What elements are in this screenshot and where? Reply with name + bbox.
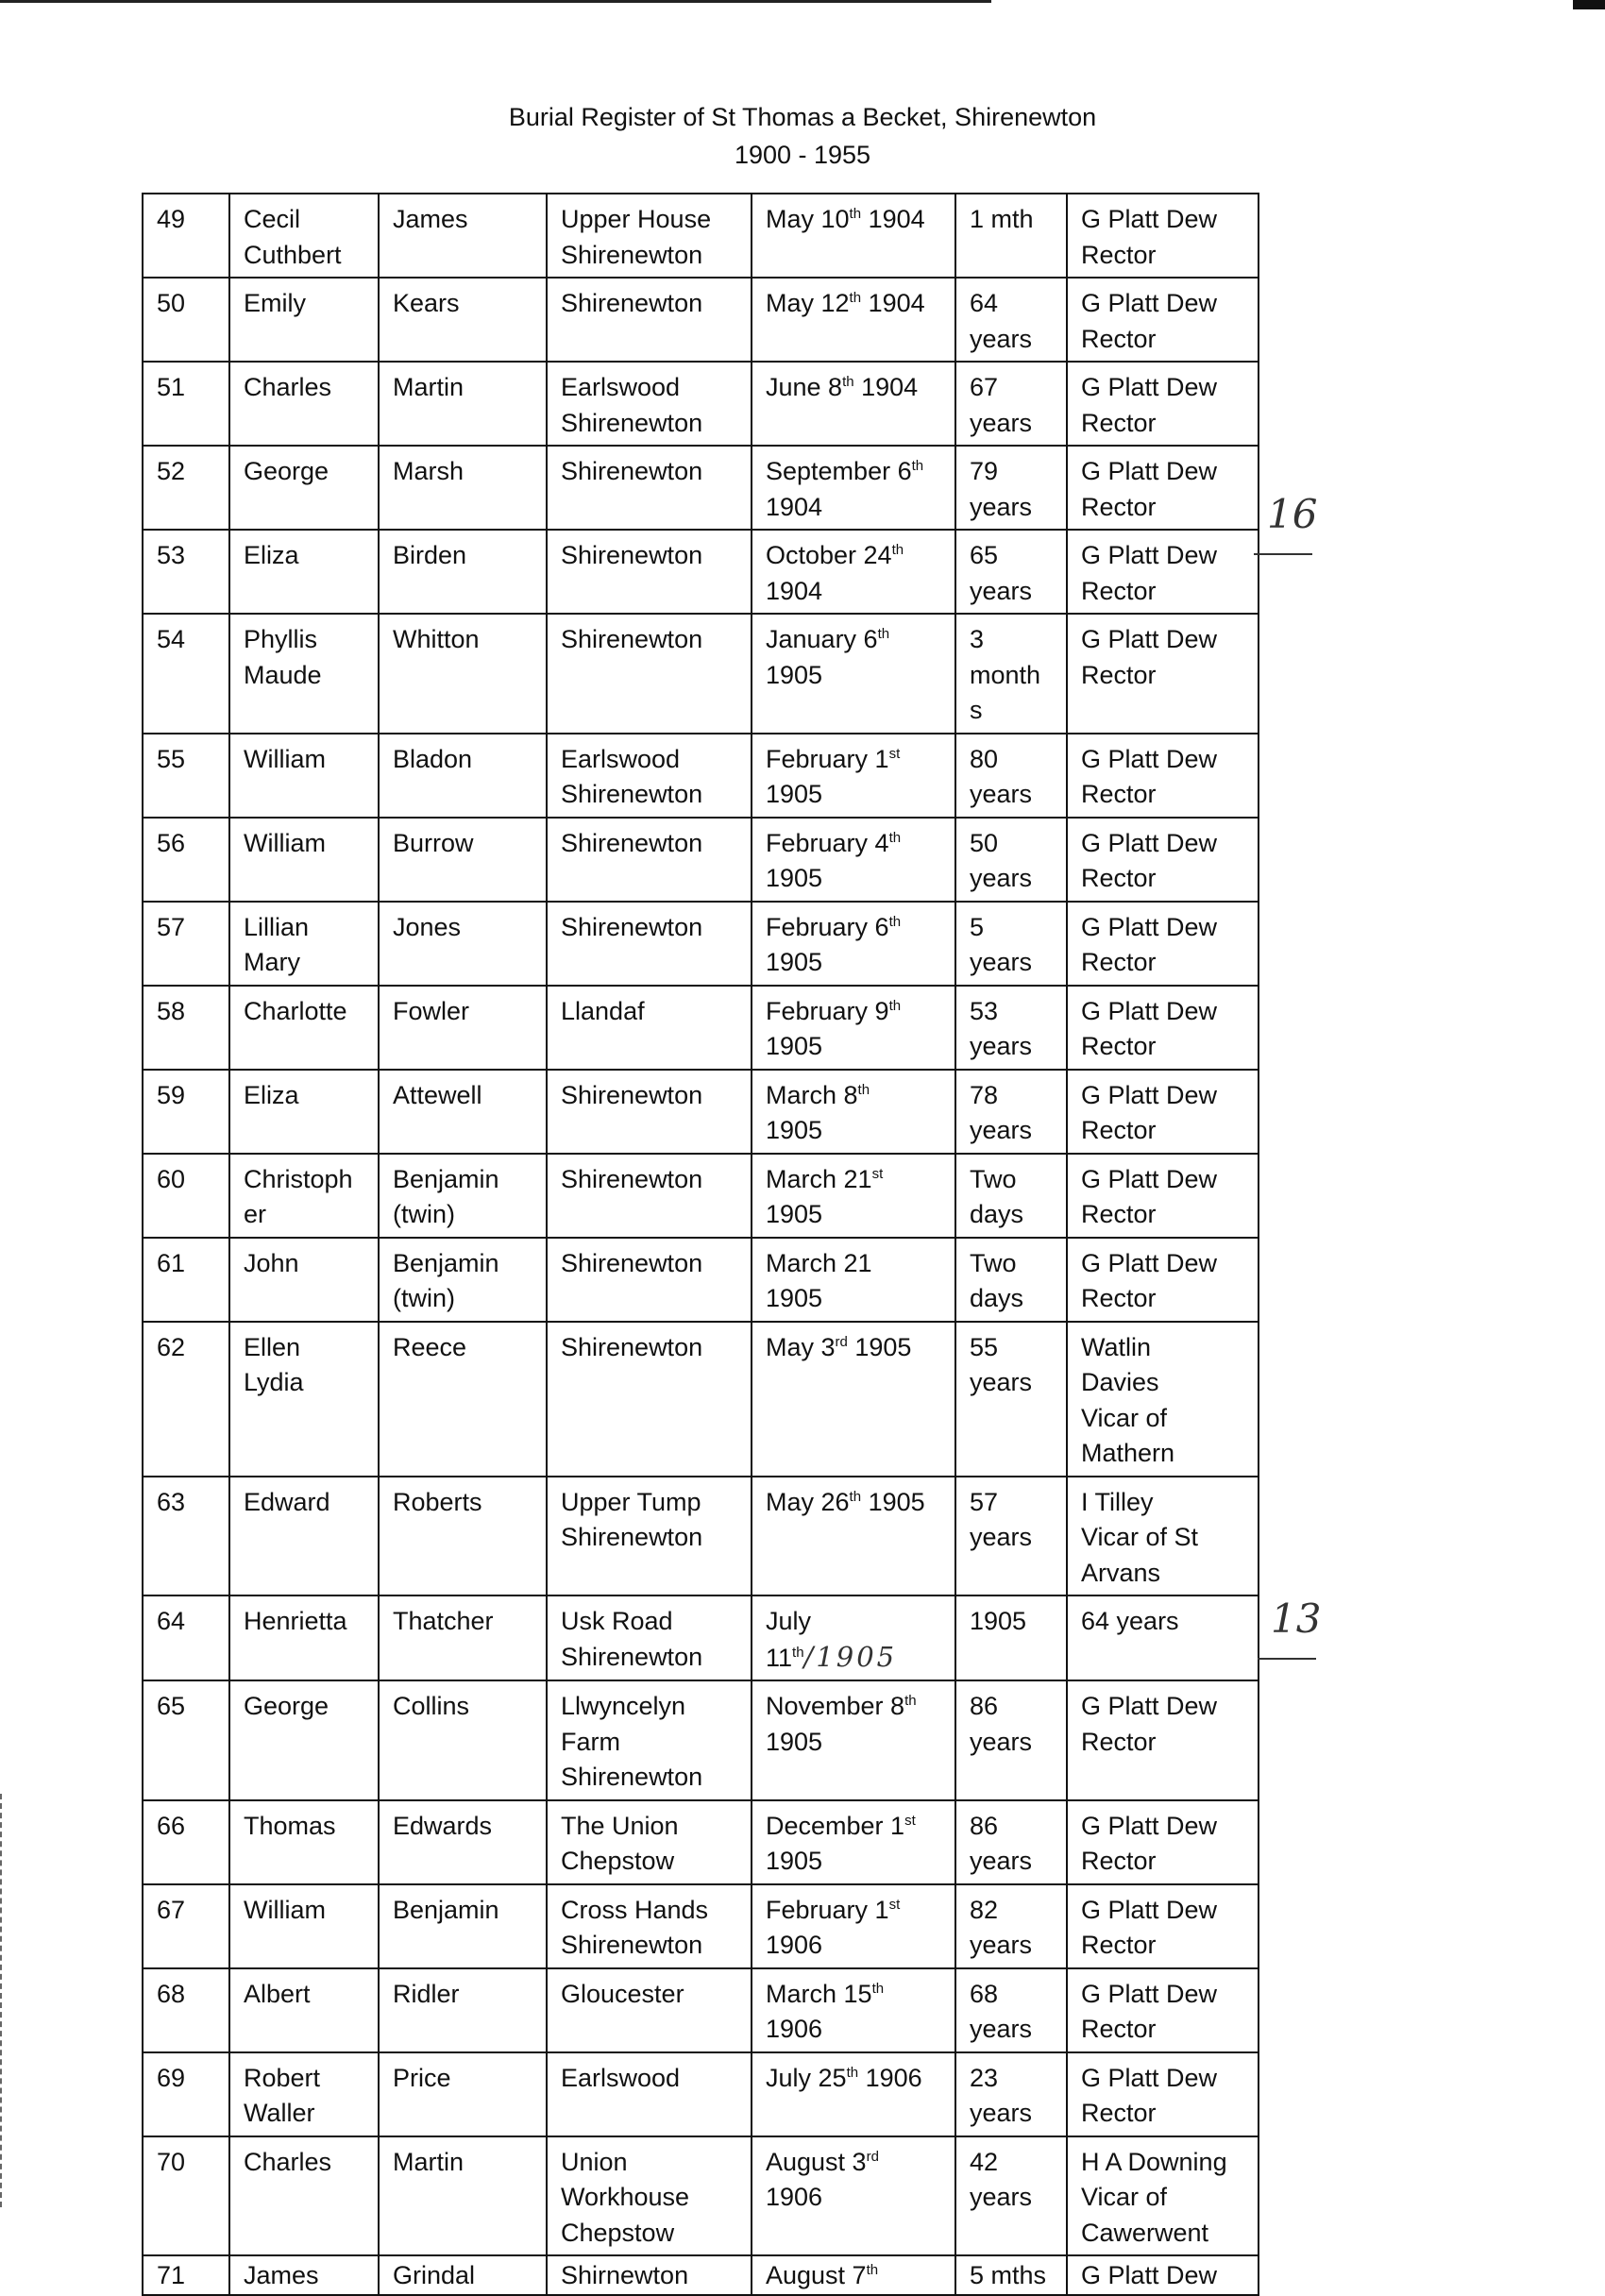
officiant-cell: G Platt Dew Rector: [1067, 1154, 1259, 1238]
burial-date-cell: March 21st 1905: [752, 1154, 955, 1238]
ordinal-suffix: th: [871, 1980, 885, 1997]
forename-cell: Robert Waller: [229, 2052, 379, 2136]
surname-cell: Collins: [379, 1680, 547, 1800]
margin-note-13: 13: [1271, 1595, 1322, 1642]
ordinal-suffix: th: [891, 542, 904, 558]
abode-cell: Earlswood: [547, 2052, 752, 2136]
table-row: [143, 362, 1259, 446]
age-cell: 1 mth: [955, 194, 1067, 278]
ordinal-suffix: st: [904, 1812, 916, 1829]
officiant-cell: G Platt Dew Rector: [1067, 1680, 1259, 1800]
forename-cell: Charles: [229, 2136, 379, 2256]
ordinal-suffix: st: [888, 1896, 901, 1913]
surname-cell: Whitton: [379, 614, 547, 734]
forename-cell: Eliza: [229, 530, 379, 614]
abode-cell: Shirenewton: [547, 902, 752, 986]
forename-cell: Ellen Lydia: [229, 1322, 379, 1477]
age-cell: 50 years: [955, 818, 1067, 902]
ordinal-suffix: th: [846, 2064, 859, 2081]
forename-cell: William: [229, 818, 379, 902]
burial-date-cell: May 10th 1904: [752, 194, 955, 278]
officiant-cell: G Platt Dew Rector: [1067, 818, 1259, 902]
age-cell: 82 years: [955, 1884, 1067, 1968]
abode-cell: Earlswood Shirenewton: [547, 362, 752, 446]
forename-cell: Lillian Mary: [229, 902, 379, 986]
ordinal-suffix: st: [888, 745, 901, 762]
abode-cell: Cross Hands Shirenewton: [547, 1884, 752, 1968]
table-row: [143, 2255, 1259, 2295]
entry-number: 62: [143, 1322, 229, 1477]
abode-cell: Shirenewton: [547, 1322, 752, 1477]
abode-cell: Shirenewton: [547, 614, 752, 734]
surname-cell: Kears: [379, 278, 547, 362]
ordinal-suffix: th: [849, 206, 862, 222]
age-cell: 67 years: [955, 362, 1067, 446]
abode-cell: Usk Road Shirenewton: [547, 1595, 752, 1680]
surname-cell: Price: [379, 2052, 547, 2136]
age-cell: Two days: [955, 1238, 1067, 1322]
officiant-cell: G Platt Dew Rector: [1067, 530, 1259, 614]
surname-cell: Ridler: [379, 1968, 547, 2052]
abode-cell: Shirenewton: [547, 446, 752, 530]
age-cell: 23 years: [955, 2052, 1067, 2136]
forename-cell: Albert: [229, 1968, 379, 2052]
burial-date-cell: February 9th 1905: [752, 986, 955, 1070]
entry-number: 61: [143, 1238, 229, 1322]
forename-cell: William: [229, 734, 379, 818]
entry-number: 66: [143, 1800, 229, 1884]
entry-number: 67: [143, 1884, 229, 1968]
forename-cell: Henrietta: [229, 1595, 379, 1680]
abode-cell: Union Workhouse Chepstow: [547, 2136, 752, 2256]
age-cell: Two days: [955, 1154, 1067, 1238]
forename-cell: Charles: [229, 362, 379, 446]
officiant-cell: G Platt Dew Rector: [1067, 986, 1259, 1070]
surname-cell: James: [379, 194, 547, 278]
surname-cell: Attewell: [379, 1070, 547, 1154]
abode-cell: Shirenewton: [547, 278, 752, 362]
age-cell: 86 years: [955, 1800, 1067, 1884]
entry-number: 58: [143, 986, 229, 1070]
abode-cell: The Union Chepstow: [547, 1800, 752, 1884]
ordinal-suffix: th: [888, 829, 902, 846]
ordinal-suffix: th: [857, 1081, 870, 1098]
age-cell: 68 years: [955, 1968, 1067, 2052]
table-row: [143, 1154, 1259, 1238]
burial-date-cell: January 6th 1905: [752, 614, 955, 734]
age-cell: 57 years: [955, 1477, 1067, 1596]
burial-date-cell: July 25th 1906: [752, 2052, 955, 2136]
forename-cell: Charlotte: [229, 986, 379, 1070]
forename-cell: William: [229, 1884, 379, 1968]
ordinal-suffix: th: [877, 626, 890, 642]
age-cell: 1905: [955, 1595, 1067, 1680]
table-row: [143, 530, 1259, 614]
forename-cell: John: [229, 1238, 379, 1322]
age-cell: 65 years: [955, 530, 1067, 614]
abode-cell: Upper House Shirenewton: [547, 194, 752, 278]
table-row: [143, 194, 1259, 278]
officiant-cell: G Platt Dew Rector: [1067, 278, 1259, 362]
scan-corner-mark: [1573, 0, 1605, 9]
table-row: [143, 1968, 1259, 2052]
forename-cell: Edward: [229, 1477, 379, 1596]
forename-cell: Christoph er: [229, 1154, 379, 1238]
entry-number: 56: [143, 818, 229, 902]
officiant-cell: I Tilley Vicar of St Arvans: [1067, 1477, 1259, 1596]
ordinal-suffix: th: [849, 290, 862, 306]
burial-register-table: [142, 193, 1259, 2296]
burial-date-cell: July 11th/1905: [752, 1595, 955, 1680]
entry-number: 51: [143, 362, 229, 446]
ordinal-suffix: th: [866, 2262, 879, 2278]
burial-date-cell: June 8th 1904: [752, 362, 955, 446]
ordinal-suffix: th: [842, 374, 854, 390]
age-cell: 53 years: [955, 986, 1067, 1070]
ordinal-suffix: th: [792, 1644, 804, 1661]
age-cell: 64 years: [955, 278, 1067, 362]
table-row: [143, 1238, 1259, 1322]
abode-cell: Shirenewton: [547, 818, 752, 902]
entry-number: 55: [143, 734, 229, 818]
entry-number: 70: [143, 2136, 229, 2256]
entry-number: 69: [143, 2052, 229, 2136]
ordinal-suffix: th: [849, 1488, 862, 1505]
forename-cell: Thomas: [229, 1800, 379, 1884]
burial-date-cell: February 1st 1906: [752, 1884, 955, 1968]
table-row: [143, 902, 1259, 986]
age-cell: 55 years: [955, 1322, 1067, 1477]
officiant-cell: Watlin Davies Vicar of Mathern: [1067, 1322, 1259, 1477]
table-row: [143, 1070, 1259, 1154]
surname-cell: Martin: [379, 362, 547, 446]
age-cell: 5 years: [955, 902, 1067, 986]
ordinal-suffix: st: [871, 1165, 884, 1182]
burial-date-cell: March 8th 1905: [752, 1070, 955, 1154]
surname-cell: Martin: [379, 2136, 547, 2256]
table-row: [143, 446, 1259, 530]
handwritten-year: /1905: [803, 1640, 898, 1673]
ordinal-suffix: th: [888, 997, 902, 1014]
forename-cell: George: [229, 1680, 379, 1800]
ordinal-suffix: rd: [866, 2148, 879, 2165]
entry-number: 57: [143, 902, 229, 986]
table-row: [143, 1322, 1259, 1477]
forename-cell: Emily: [229, 278, 379, 362]
table-row: [143, 2136, 1259, 2256]
forename-cell: Phyllis Maude: [229, 614, 379, 734]
entry-number: 52: [143, 446, 229, 530]
officiant-cell: G Platt Dew Rector: [1067, 1800, 1259, 1884]
officiant-cell: G Platt Dew Rector: [1067, 362, 1259, 446]
officiant-cell: G Platt Dew: [1067, 2255, 1259, 2295]
surname-cell: Marsh: [379, 446, 547, 530]
surname-cell: Edwards: [379, 1800, 547, 1884]
surname-cell: Birden: [379, 530, 547, 614]
officiant-cell: G Platt Dew Rector: [1067, 1070, 1259, 1154]
table-row: [143, 818, 1259, 902]
burial-date-cell: December 1st 1905: [752, 1800, 955, 1884]
surname-cell: Roberts: [379, 1477, 547, 1596]
age-cell: 79 years: [955, 446, 1067, 530]
surname-cell: Bladon: [379, 734, 547, 818]
burial-date-cell: February 6th 1905: [752, 902, 955, 986]
table-row: [143, 1477, 1259, 1596]
entry-number: 60: [143, 1154, 229, 1238]
surname-cell: Benjamin (twin): [379, 1238, 547, 1322]
surname-cell: Fowler: [379, 986, 547, 1070]
age-cell: 86 years: [955, 1680, 1067, 1800]
officiant-cell: G Platt Dew Rector: [1067, 614, 1259, 734]
entry-number: 71: [143, 2255, 229, 2295]
surname-cell: Reece: [379, 1322, 547, 1477]
table-row: [143, 734, 1259, 818]
forename-cell: George: [229, 446, 379, 530]
age-cell: 78 years: [955, 1070, 1067, 1154]
burial-date-cell: May 26th 1905: [752, 1477, 955, 1596]
officiant-cell: G Platt Dew Rector: [1067, 2052, 1259, 2136]
officiant-cell: G Platt Dew Rector: [1067, 734, 1259, 818]
entry-number: 54: [143, 614, 229, 734]
table-row: [143, 1595, 1259, 1680]
surname-cell: Jones: [379, 902, 547, 986]
surname-cell: Burrow: [379, 818, 547, 902]
entry-number: 59: [143, 1070, 229, 1154]
entry-number: 53: [143, 530, 229, 614]
age-cell: 80 years: [955, 734, 1067, 818]
surname-cell: Benjamin: [379, 1884, 547, 1968]
officiant-cell: 64 years: [1067, 1595, 1259, 1680]
table-row: [143, 614, 1259, 734]
abode-cell: Shirenewton: [547, 1238, 752, 1322]
burial-date-cell: November 8th 1905: [752, 1680, 955, 1800]
title-line-1: Burial Register of St Thomas a Becket, Shirenewton: [508, 103, 1097, 131]
scan-edge-top: [0, 0, 991, 3]
entry-number: 64: [143, 1595, 229, 1680]
abode-cell: Shirnewton: [547, 2255, 752, 2295]
abode-cell: Llandaf: [547, 986, 752, 1070]
table-row: [143, 2052, 1259, 2136]
register-body: [143, 194, 1259, 2295]
officiant-cell: G Platt Dew Rector: [1067, 1968, 1259, 2052]
burial-date-cell: August 3rd 1906: [752, 2136, 955, 2256]
officiant-cell: G Platt Dew Rector: [1067, 446, 1259, 530]
burial-date-cell: March 15th 1906: [752, 1968, 955, 2052]
table-row: [143, 278, 1259, 362]
abode-cell: Shirenewton: [547, 1070, 752, 1154]
document-title: [0, 98, 1605, 174]
burial-date-cell: May 12th 1904: [752, 278, 955, 362]
officiant-cell: G Platt Dew Rector: [1067, 194, 1259, 278]
abode-cell: Llwyncelyn Farm Shirenewton: [547, 1680, 752, 1800]
abode-cell: Shirenewton: [547, 530, 752, 614]
surname-cell: Thatcher: [379, 1595, 547, 1680]
entry-number: 68: [143, 1968, 229, 2052]
forename-cell: Cecil Cuthbert: [229, 194, 379, 278]
ordinal-suffix: th: [888, 913, 902, 930]
surname-cell: Benjamin (twin): [379, 1154, 547, 1238]
table-row: [143, 986, 1259, 1070]
burial-date-cell: August 7th: [752, 2255, 955, 2295]
burial-date-cell: February 4th 1905: [752, 818, 955, 902]
abode-cell: Shirenewton: [547, 1154, 752, 1238]
table-row: [143, 1884, 1259, 1968]
entry-number: 49: [143, 194, 229, 278]
table-row: [143, 1800, 1259, 1884]
entry-number: 65: [143, 1680, 229, 1800]
margin-note-16: 16: [1267, 491, 1318, 537]
ordinal-suffix: th: [904, 1693, 917, 1709]
surname-cell: Grindal: [379, 2255, 547, 2295]
abode-cell: Upper Tump Shirenewton: [547, 1477, 752, 1596]
title-year-range: 1900 - 1955: [734, 141, 871, 169]
officiant-cell: H A Downing Vicar of Cawerwent: [1067, 2136, 1259, 2256]
officiant-cell: G Platt Dew Rector: [1067, 1238, 1259, 1322]
age-cell: 5 mths: [955, 2255, 1067, 2295]
entry-number: 50: [143, 278, 229, 362]
scan-edge-left: [0, 1794, 5, 2207]
ordinal-suffix: th: [911, 458, 924, 474]
entry-number: 63: [143, 1477, 229, 1596]
forename-cell: James: [229, 2255, 379, 2295]
table-row: [143, 1680, 1259, 1800]
burial-date-cell: February 1st 1905: [752, 734, 955, 818]
ordinal-suffix: rd: [835, 1333, 848, 1350]
age-cell: 42 years: [955, 2136, 1067, 2256]
age-cell: 3 month s: [955, 614, 1067, 734]
officiant-cell: G Platt Dew Rector: [1067, 1884, 1259, 1968]
burial-date-cell: March 21 1905: [752, 1238, 955, 1322]
abode-cell: Earlswood Shirenewton: [547, 734, 752, 818]
burial-date-cell: October 24th 1904: [752, 530, 955, 614]
forename-cell: Eliza: [229, 1070, 379, 1154]
abode-cell: Gloucester: [547, 1968, 752, 2052]
officiant-cell: G Platt Dew Rector: [1067, 902, 1259, 986]
burial-date-cell: May 3rd 1905: [752, 1322, 955, 1477]
burial-date-cell: September 6th 1904: [752, 446, 955, 530]
